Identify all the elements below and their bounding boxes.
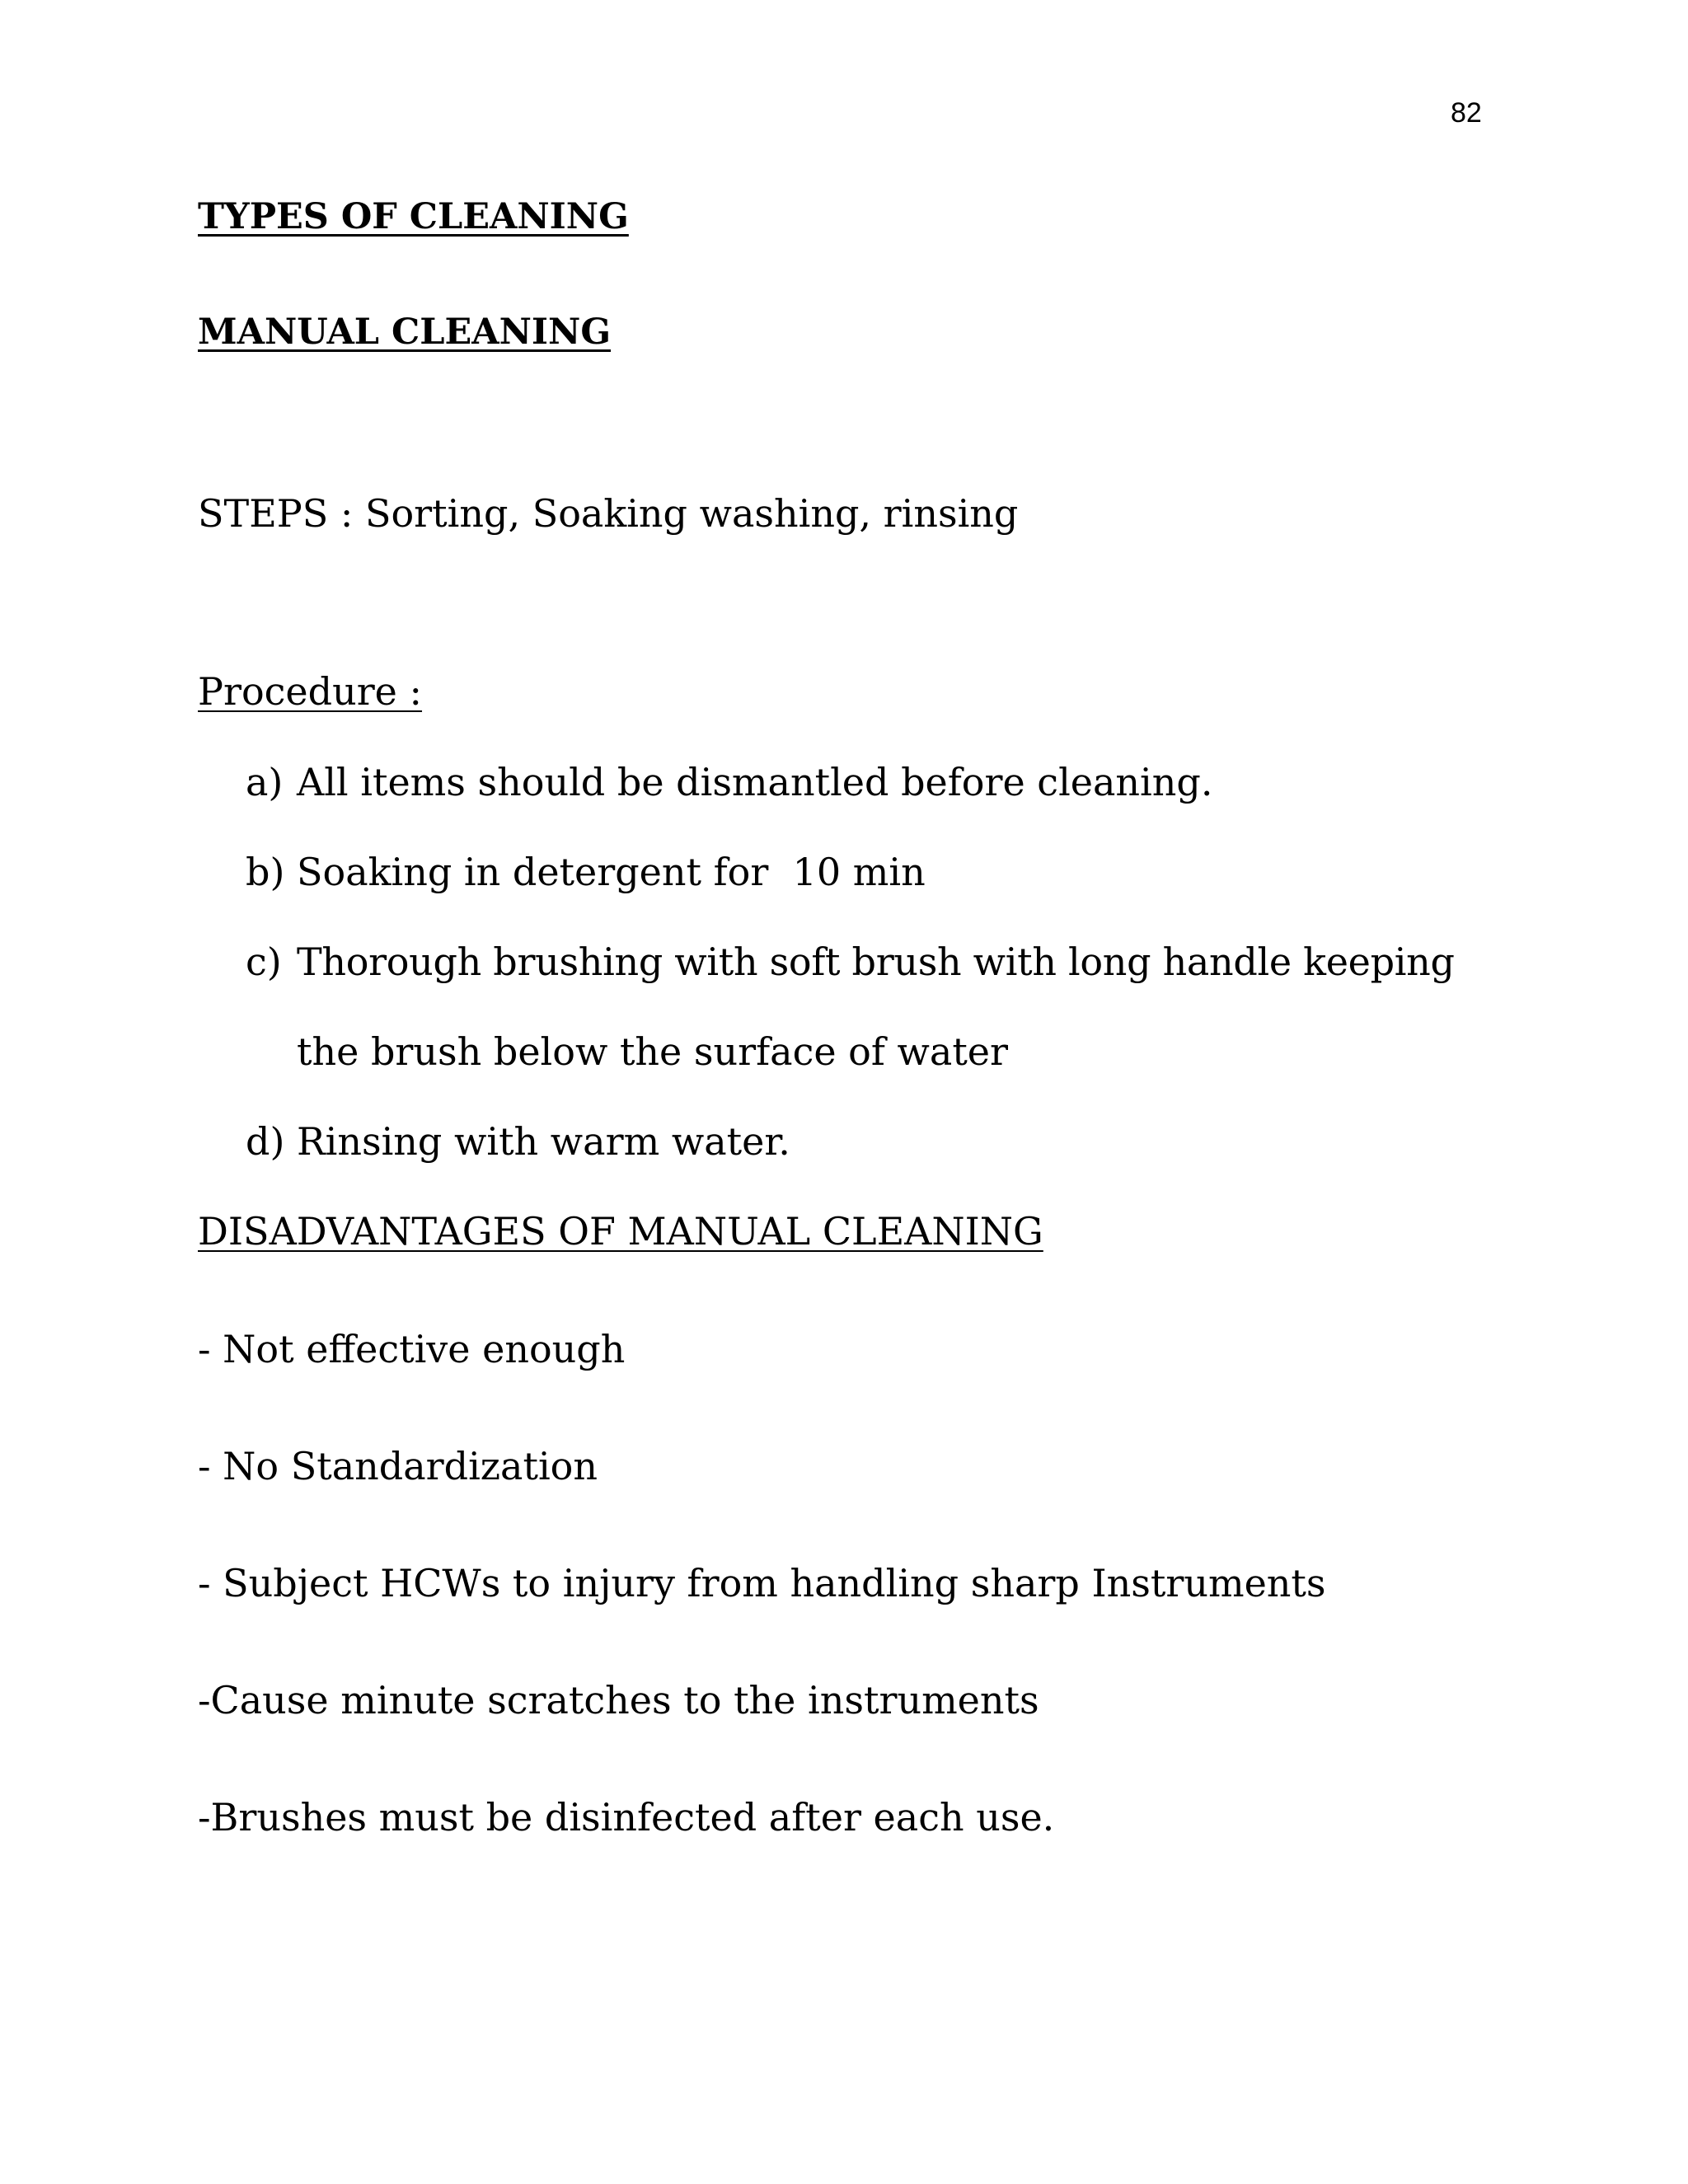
item-text: the brush below the surface of water [297, 1029, 1009, 1074]
item-marker: d) [246, 1119, 285, 1164]
procedure-item-d [246, 1119, 790, 1164]
steps-line: STEPS : Sorting, Soaking washing, rinsing [198, 491, 1019, 536]
procedure-item-b [246, 850, 926, 894]
item-text: Thorough brushing with soft brush with long handle keeping [297, 940, 1455, 984]
procedure-item-c [246, 940, 1455, 984]
procedure-item-c-continuation [246, 1029, 1008, 1074]
disadvantage-item: -Brushes must be disinfected after each use. [198, 1795, 1055, 1840]
procedure-item-a [246, 760, 1212, 804]
item-text: All items should be dismantled before cleaning. [297, 760, 1213, 804]
disadvantage-item: - No Standardization [198, 1444, 598, 1488]
section-title: MANUAL CLEANING [198, 312, 612, 353]
item-marker: a) [246, 760, 284, 804]
page-number: 82 [1451, 97, 1482, 129]
disadvantages-title: DISADVANTAGES OF MANUAL CLEANING [198, 1209, 1043, 1254]
disadvantage-item: -Cause minute scratches to the instruments [198, 1678, 1039, 1722]
item-marker: c) [246, 940, 282, 984]
procedure-label: Procedure : [198, 669, 423, 714]
item-marker: b) [246, 850, 285, 894]
item-text: Soaking in detergent for 10 min [297, 850, 926, 894]
disadvantage-item: - Subject HCWs to injury from handling sharp Instruments [198, 1561, 1326, 1605]
page-title: TYPES OF CLEANING [198, 196, 629, 237]
disadvantage-item: - Not effective enough [198, 1327, 626, 1371]
item-text: Rinsing with warm water. [297, 1119, 790, 1164]
